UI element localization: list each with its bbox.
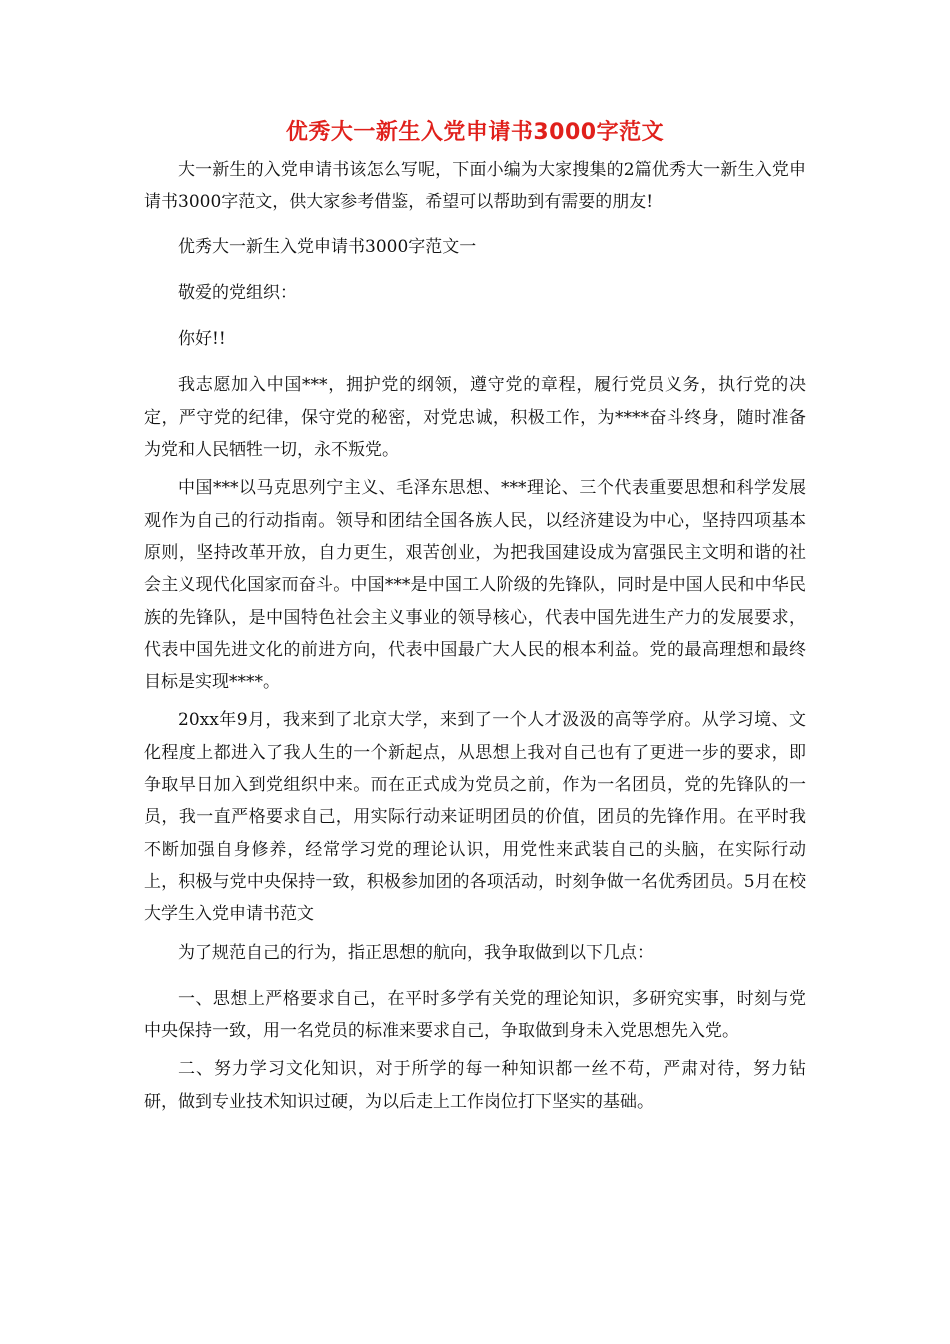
body-paragraph: 为了规范自己的行为，指正思想的航向，我争取做到以下几点： xyxy=(178,942,654,963)
document-title: 优秀大一新生入党申请书3000字范文 xyxy=(285,120,665,145)
intro-paragraph: 大一新生的入党申请书该怎么写呢，下面小编为大家搜集的2篇优秀大一新生入党申请书3000字范文，供大家参考借鉴，希望可以帮助到有需要的朋友! xyxy=(144,160,806,213)
greeting: 你好!! xyxy=(178,329,226,350)
salutation: 敬爱的党组织： xyxy=(178,282,297,303)
body-paragraph: 我志愿加入中国***，拥护党的纲领，遵守党的章程，履行党员义务，执行党的决定，严守党的纪律，保守党的秘密，对党忠诚，积极工作，为****奋斗终身，随时准备为党和人民牺牲一切，永不叛党。 xyxy=(144,375,806,461)
body-paragraph: 20xx年9月，我来到了北京大学，来到了一个人才汲汲的高等学府。从学习境、文化程度上都进入了我人生的一个新起点，从思想上我对自己也有了更进一步的要求，即争取早日加入到党组织中来。而在正式成为党员之前，作为一名团员，党的先锋队的一员，我一直严格要求自己，用实际行动来证明团员的价值，团员的先锋作用。在平时我不断加强自身修养，经常学习党的理论认识，用党性来武装自己的头脑，在实际行动上，积极与党中央保持一致，积极参加团的各项活动，时刻争做一名优秀团员。5月在校大学生入党申请书范文 xyxy=(144,710,806,925)
body-paragraph: 一、思想上严格要求自己，在平时多学有关党的理论知识，多研究实事，时刻与党中央保持一致，用一名党员的标准来要求自己，争取做到身未入党思想先入党。 xyxy=(144,988,806,1042)
body-paragraph: 二、努力学习文化知识，对于所学的每一种知识都一丝不苟，严肃对待，努力钻研，做到专业技术知识过硬，为以后走上工作岗位打下坚实的基础。 xyxy=(144,1059,806,1112)
section-heading: 优秀大一新生入党申请书3000字范文一 xyxy=(178,236,477,257)
body-paragraph: 中国***以马克思列宁主义、毛泽东思想、***理论、三个代表重要思想和科学发展观作为自己的行动指南。领导和团结全国各族人民，以经济建设为中心，坚持四项基本原则，坚持改革开放，自力更生，艰苦创业，为把我国建设成为富强民主文明和谐的社会主义现代化国家而奋斗。中国***是中国工人阶级的先锋队，同时是中国人民和中华民族的先锋队，是中国特色社会主义事业的领导核心，代表中国先进生产力的发展要求，代表中国先进文化的前进方向，代表中国最广大人民的根本利益。党的最高理想和最终目标是实现****。 xyxy=(144,478,806,693)
